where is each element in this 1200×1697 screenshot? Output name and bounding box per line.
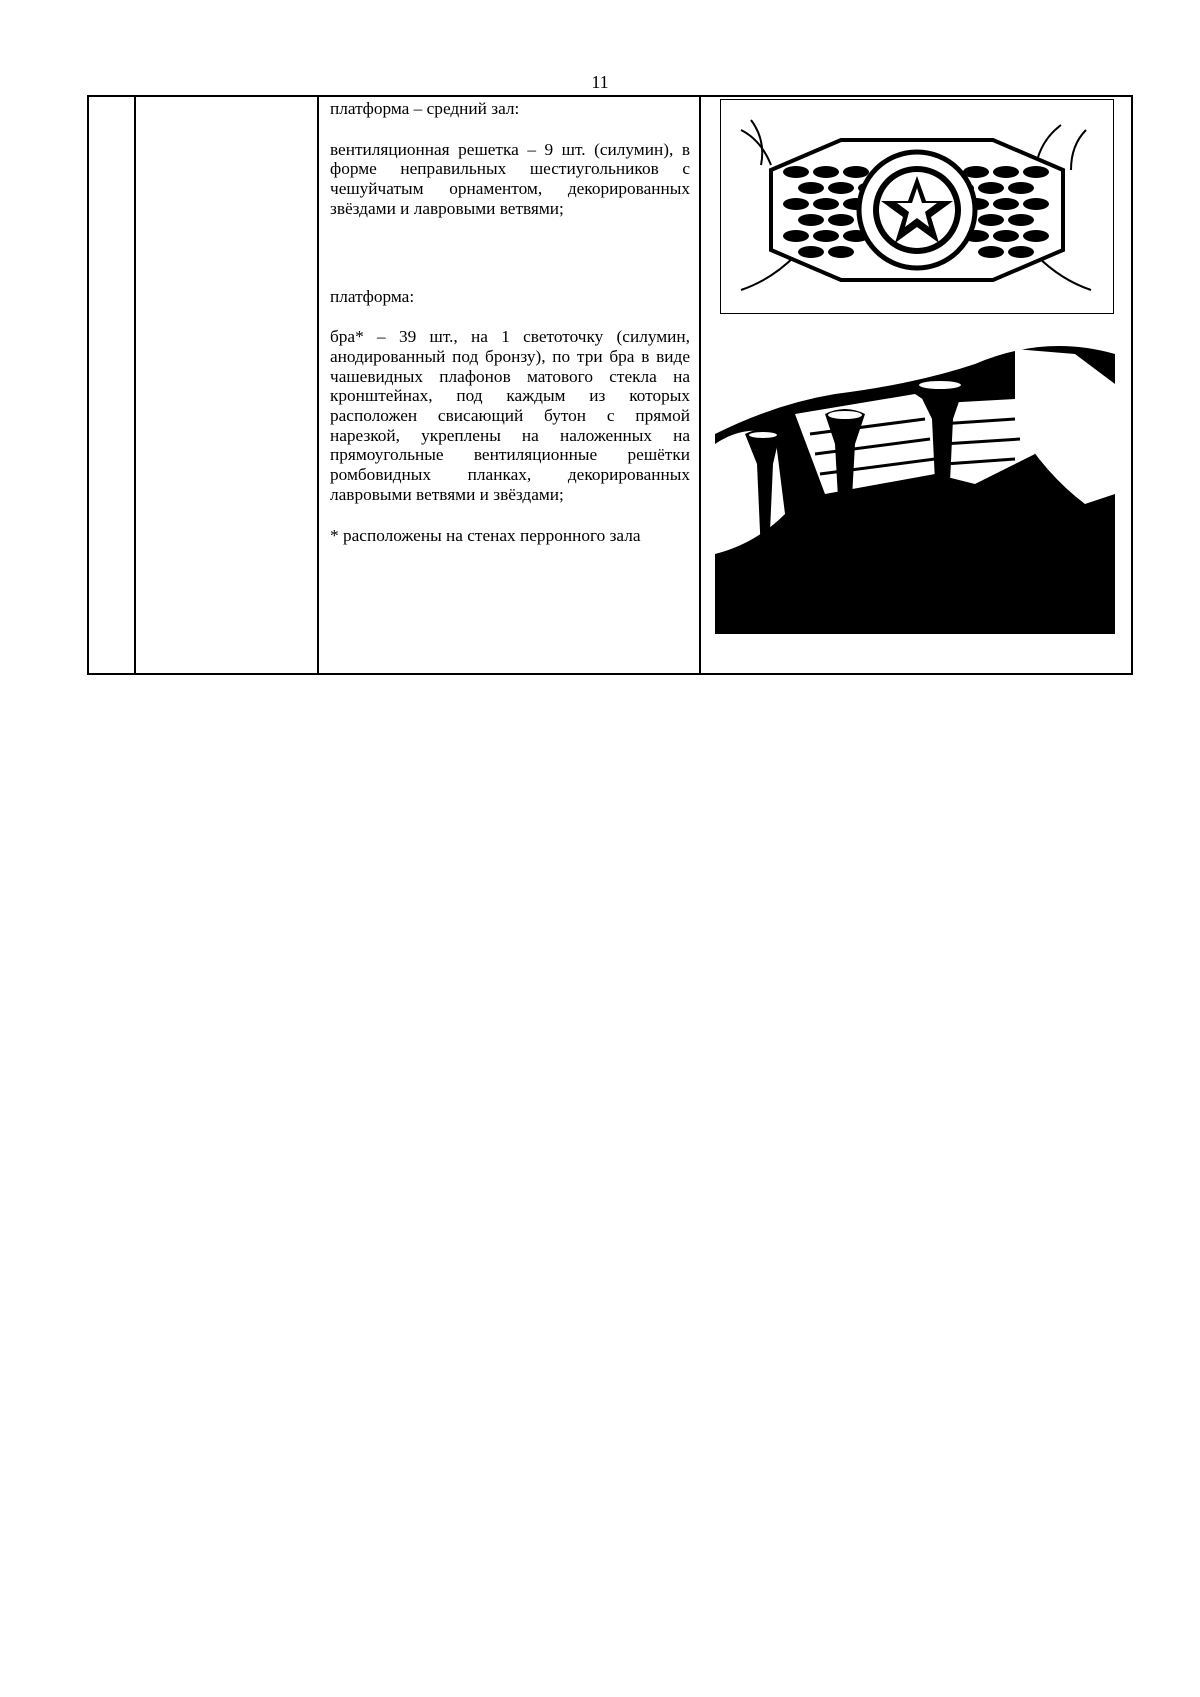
section2-text: бра* – 39 шт., на 1 светоточку (силумин, анодированный под бронзу), по три бра в виде чашевидных плафонов матового стекла на кронштейнах, под каждым из которых расположен свисающий бутон с прямой нарезкой, укреплены на наложенных на прямоугольные вентиляционные решётки ромбовидных планках, декорированных лавровыми ветвями и звёздами;: [330, 327, 690, 504]
section1-heading: платформа – средний зал:: [330, 99, 520, 118]
table-row: [88, 96, 1132, 674]
cell-number: [88, 96, 135, 674]
ventilation-grille-photo: [720, 99, 1114, 314]
cell-photos: [700, 96, 1132, 674]
section1-text: вентиляционная решетка – 9 шт. (силумин), в форме неправильных шестиугольников с чешуйчатым орнаментом, декорированных звёздами и лавровыми ветвями;: [330, 139, 690, 218]
cell-description: [318, 96, 700, 674]
cell-object: [135, 96, 318, 674]
heritage-table: [87, 95, 1133, 675]
wall-sconces-photo: [715, 324, 1115, 634]
section2-heading: платформа:: [330, 286, 415, 306]
page-number: 11: [591, 72, 609, 92]
footnote: * расположены на стенах перронного зала: [330, 525, 641, 545]
